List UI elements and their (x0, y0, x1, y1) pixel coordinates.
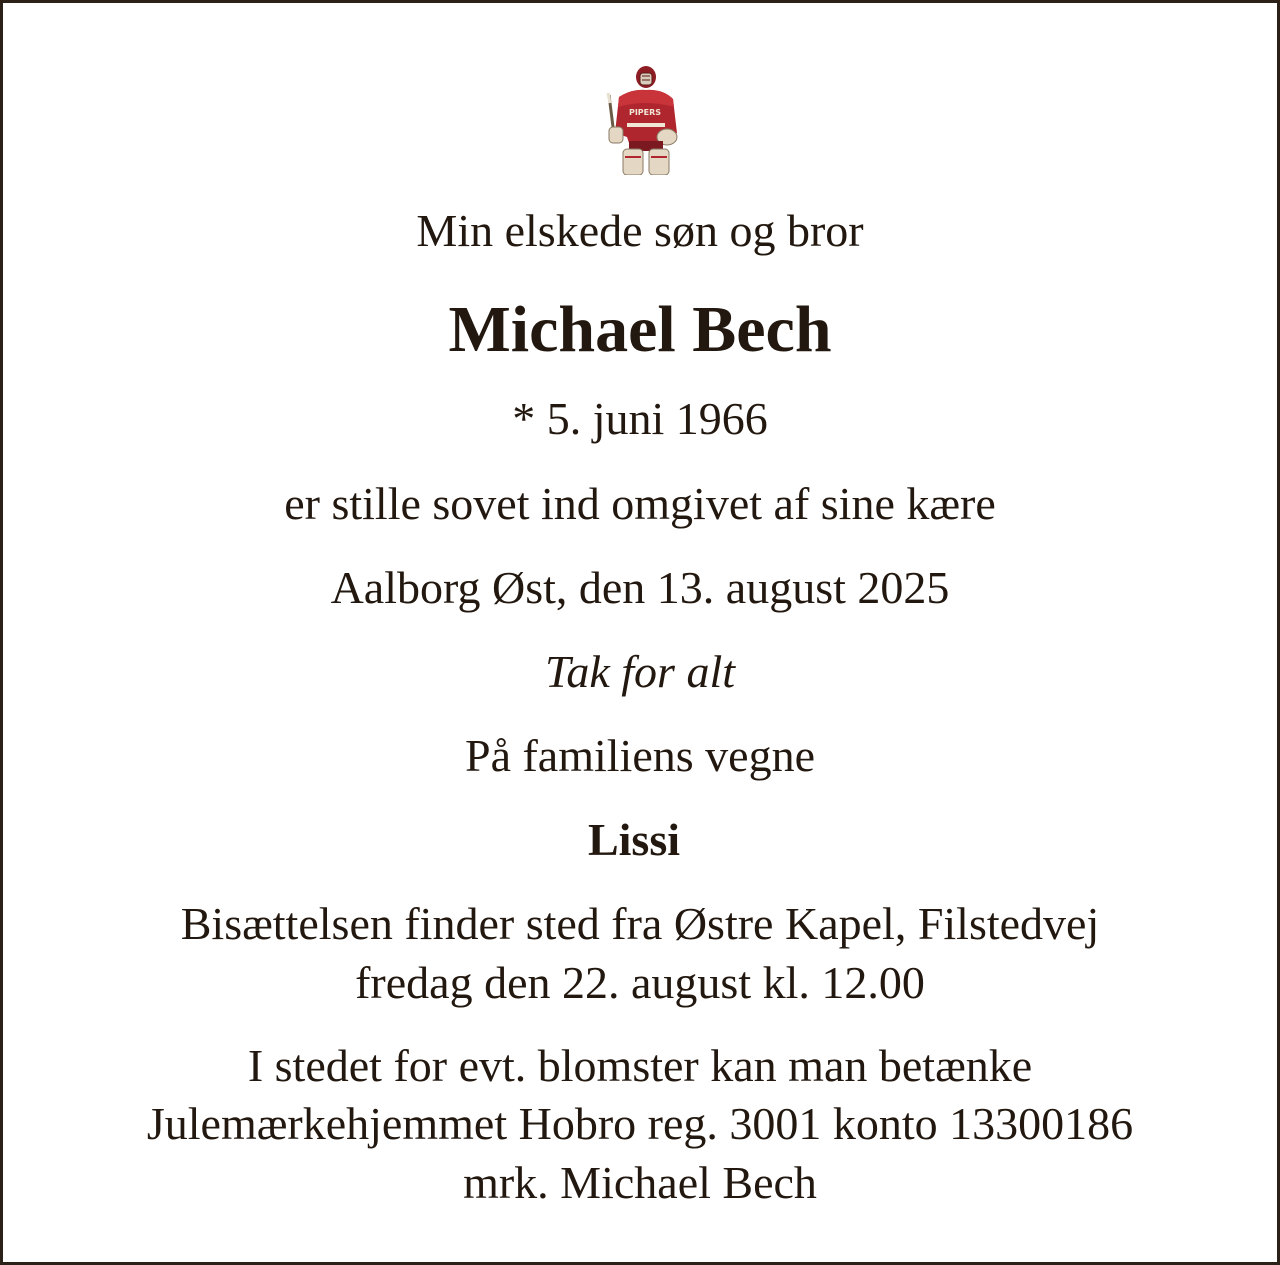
donation-line: mrk. Michael Bech (463, 1157, 817, 1208)
signer-name: Lissi (587, 814, 681, 865)
passing-statement: er stille sovet ind omgivet af sine kære (284, 478, 996, 529)
service-line: Bisættelsen finder sted fra Østre Kapel, Filstedvej (180, 898, 1100, 949)
donation-line: Julemærkehjemmet Hobro reg. 3001 konto 13300186 (146, 1098, 1134, 1149)
donation-line: I stedet for evt. blomster kan man betænke (247, 1040, 1033, 1091)
hockey-goalie-icon (601, 63, 681, 175)
service-line: fredag den 22. august kl. 12.00 (355, 957, 925, 1008)
svg-text:PIPERS: PIPERS (628, 108, 662, 117)
intro-line: Min elskede søn og bror (416, 205, 864, 256)
place-and-date: Aalborg Øst, den 13. august 2025 (330, 562, 950, 613)
behalf-line: På familiens vegne (464, 730, 815, 781)
deceased-name: Michael Bech (448, 293, 832, 366)
birth-date: * 5. juni 1966 (512, 393, 768, 444)
thanks-line: Tak for alt (544, 646, 736, 697)
